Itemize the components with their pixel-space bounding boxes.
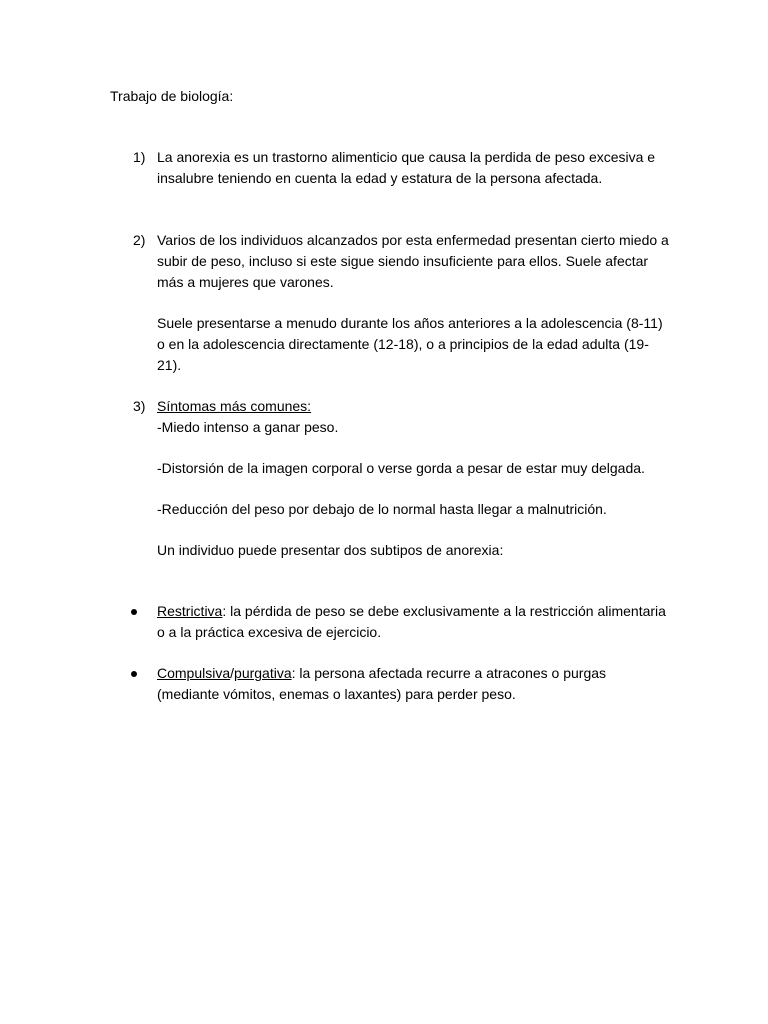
bullet-compulsive-term: Compulsiva: [157, 665, 231, 681]
symptom-weight-loss: -Reducción del peso por debajo de lo normal hasta llegar a malnutrición.: [157, 501, 607, 517]
list-item-1-body: [157, 147, 672, 189]
bullet-compulsive-body: [157, 663, 672, 705]
symptom-fear: -Miedo intenso a ganar peso.: [157, 419, 339, 435]
list-marker-3: 3): [133, 398, 146, 414]
bullet-restrictive-term: Restrictiva: [157, 603, 223, 619]
symptoms-heading: Síntomas más comunes:: [157, 398, 312, 414]
bullet-compulsive-text-block: [157, 663, 672, 705]
list-marker-2: 2): [133, 232, 146, 248]
list-marker-1: 1): [133, 149, 146, 165]
symptoms-block: [157, 396, 672, 438]
symptom-distortion: -Distorsión de la imagen corporal o verse gorda a pesar de estar muy delgada.: [157, 460, 645, 476]
list-item-2-body: [157, 230, 672, 376]
bullet-restrictive-body: [157, 601, 672, 643]
subtypes-intro: Un individuo puede presentar dos subtipos de anorexia:: [157, 542, 504, 558]
bullet-term-separator: /: [230, 665, 235, 681]
document-title: Trabajo de biología:: [110, 88, 234, 104]
bullet-restrictive-text-block: [157, 601, 672, 643]
bullet-purgative-term: purgativa: [234, 665, 292, 681]
list-item-3-body: [157, 396, 672, 561]
bullet-dot-icon: [131, 671, 137, 677]
list-item-1-paragraph: La anorexia es un trastorno alimenticio que causa la perdida de peso excesiva e insalubre teniendo en cuenta la edad y estatura de la persona afectada.: [157, 149, 656, 186]
bullet-restrictive-text: : la pérdida de peso se debe exclusivamente a la restricción alimentaria o a la práctica excesiva de ejercicio.: [157, 603, 666, 640]
bullet-dot-icon: [131, 609, 137, 615]
list-item-2-paragraph-1: Varios de los individuos alcanzados por esta enfermedad presentan cierto miedo a subir de peso, incluso si este sigue siendo insuficiente para ellos. Suele afectar más a mujeres que varones.: [157, 232, 669, 290]
list-item-2-paragraph-2: Suele presentarse a menudo durante los años anteriores a la adolescencia (8-11) o en la adolescencia directamente (12-18), o a principios de la edad adulta (19-21).: [157, 315, 663, 373]
bullet-compulsive-text: : la persona afectada recurre a atracones o purgas (mediante vómitos, enemas o laxantes) para perder peso.: [157, 665, 607, 702]
